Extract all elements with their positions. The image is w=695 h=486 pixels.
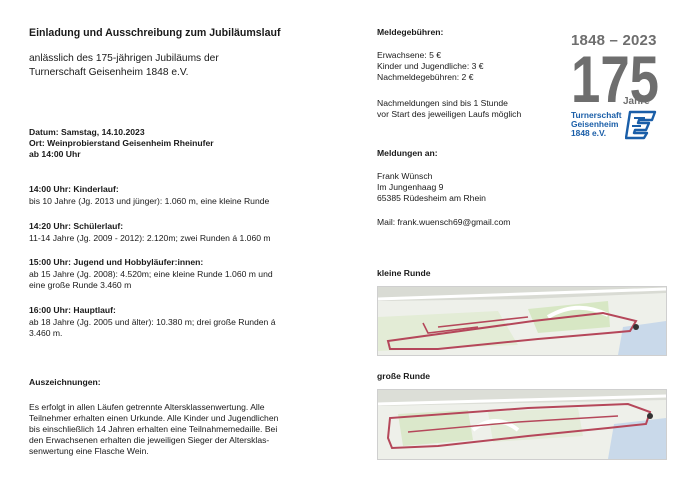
large-course-heading: große Runde xyxy=(377,371,430,381)
race-description: ab 18 Jahre (Jg. 2005 und älter): 10.380 m; drei große Runden á xyxy=(29,317,276,327)
registration-city: 65385 Rüdesheim am Rhein xyxy=(377,193,486,203)
race-heading: 14:20 Uhr: Schülerlauf: xyxy=(29,221,124,231)
logo-org-line: 1848 e.V. xyxy=(571,128,607,138)
fee-late: Nachmeldegebühren: 2 € xyxy=(377,72,474,82)
registration-heading: Meldungen an: xyxy=(377,148,438,158)
race-description: 3.460 m. xyxy=(29,328,63,338)
intro-line-2: Turnerschaft Geisenheim 1848 e.V. xyxy=(29,67,189,78)
registration-street: Im Jungenhaag 9 xyxy=(377,182,444,192)
awards-heading: Auszeichnungen: xyxy=(29,377,101,387)
awards-text: Teilnehmer erhalten einen Urkunde. Alle Kinder und Jugendlichen xyxy=(29,413,279,423)
small-course-map xyxy=(377,286,667,356)
logo-jahre: Jahre xyxy=(623,96,650,107)
awards-text: Es erfolgt in allen Läufen getrennte Altersklassenwertung. Alle xyxy=(29,402,265,412)
race-description: bis 10 Jahre (Jg. 2013 und jünger): 1.060 m, eine kleine Runde xyxy=(29,196,270,206)
club-emblem-icon xyxy=(625,110,657,140)
large-course-map xyxy=(377,389,667,460)
fee-adults: Erwachsene: 5 € xyxy=(377,50,442,60)
race-description: eine große Runde 3.460 m xyxy=(29,280,132,290)
race-heading: 16:00 Uhr: Hauptlauf: xyxy=(29,305,116,315)
race-description: 11-14 Jahre (Jg. 2009 - 2012): 2.120m; zwei Runden á 1.060 m xyxy=(29,233,271,243)
fee-youth: Kinder und Jugendliche: 3 € xyxy=(377,61,484,71)
race-heading: 15:00 Uhr: Jugend und Hobbyläufer:innen: xyxy=(29,257,204,267)
page-title: Einladung und Ausschreibung zum Jubiläumslauf xyxy=(29,27,281,39)
awards-text: den Erwachsenen erhalten die jeweiligen Sieger der Altersklas- xyxy=(29,435,270,445)
logo-org-line: Turnerschaft xyxy=(571,110,622,120)
registration-email[interactable]: Mail: frank.wuensch69@gmail.com xyxy=(377,217,511,227)
registration-name: Frank Wünsch xyxy=(377,171,433,181)
event-time: ab 14:00 Uhr xyxy=(29,149,81,159)
event-place: Ort: Weinprobierstand Geisenheim Rheinufer xyxy=(29,138,214,148)
logo-org-line: Geisenheim xyxy=(571,119,619,129)
race-description: ab 15 Jahre (Jg. 2008): 4.520m; eine kleine Runde 1.060 m und xyxy=(29,269,273,279)
race-heading: 14:00 Uhr: Kinderlauf: xyxy=(29,184,119,194)
event-date: Datum: Samstag, 14.10.2023 xyxy=(29,127,145,137)
awards-text: bis einschließlich 14 Jahren erhalten eine Teilnahmemedaille. Bei xyxy=(29,424,278,434)
intro-line-1: anlässlich des 175-jährigen Jubiläums der xyxy=(29,53,219,64)
logo-years: 1848 – 2023 xyxy=(571,32,657,49)
late-note: vor Start des jeweiligen Laufs möglich xyxy=(377,109,522,119)
small-course-heading: kleine Runde xyxy=(377,268,431,278)
late-note: Nachmeldungen sind bis 1 Stunde xyxy=(377,98,508,108)
awards-text: senwertung eine Flasche Wein. xyxy=(29,446,149,456)
logo-number: 175 xyxy=(571,50,659,106)
fees-heading: Meldegebühren: xyxy=(377,27,444,37)
